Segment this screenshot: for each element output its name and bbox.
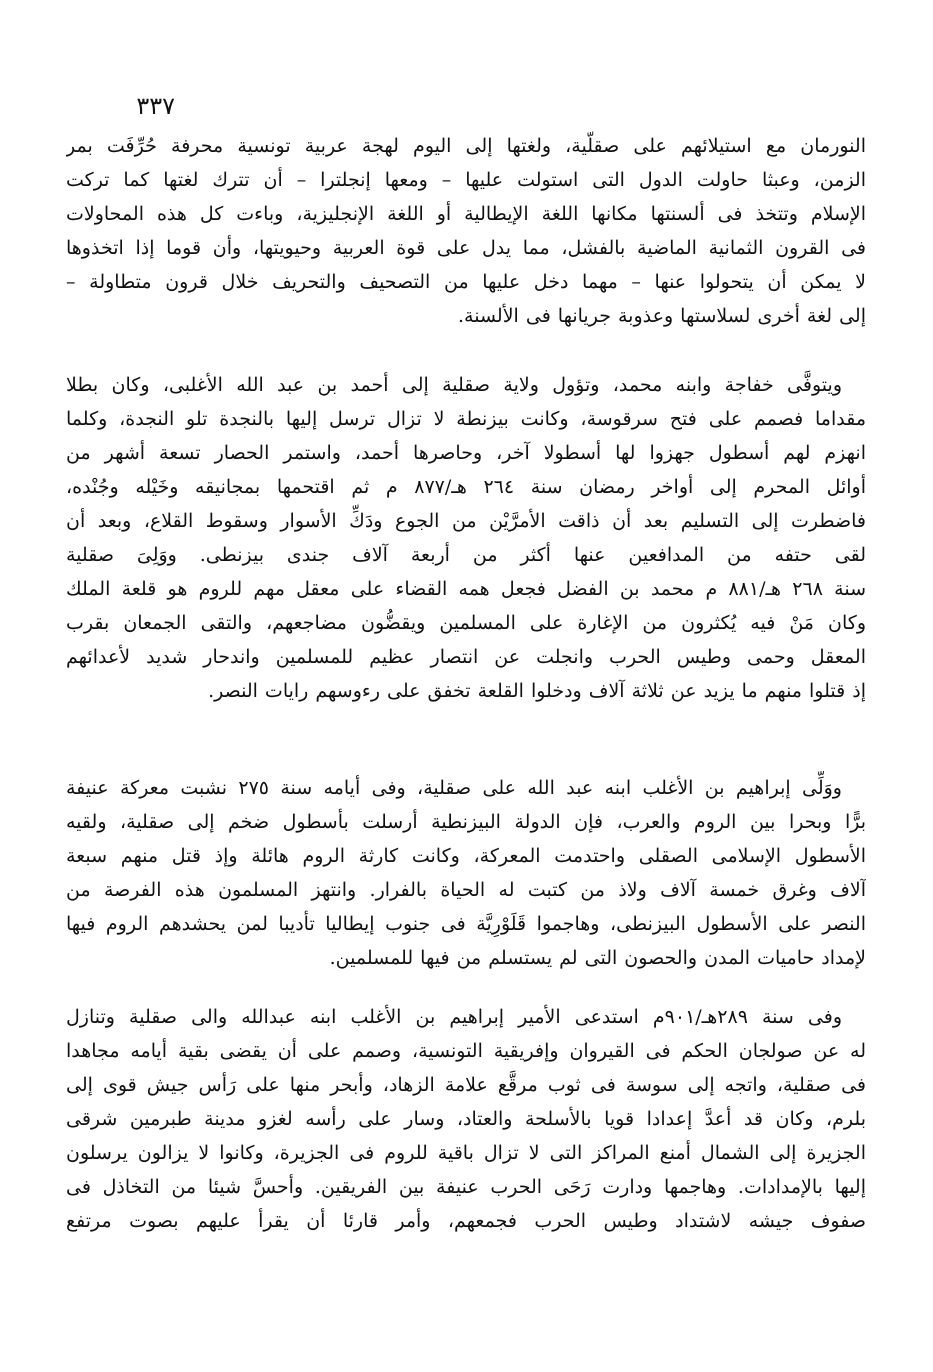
text-line: له عن صولجان الحكم فى القيروان وإفريقية التونسية، وصمم على أن يقضى بقية أيامه مجاهدا xyxy=(66,1040,866,1062)
text-line: الجزيرة إلى الشمال أمنع المراكز التى لا تزال باقية للروم فى الجزيرة، وكانوا لا يزالون يرسلون xyxy=(66,1142,866,1164)
text-line: لقى حتفه من المدافعين عنها أكثر من أربعة آلاف جندى بيزنطى. ووَلِىَ صقلية xyxy=(66,544,866,566)
text-line: الأسطول الإسلامى الصقلى واحتدمت المعركة، وكانت كارثة الروم هائلة وإذ قتل منهم سبعة xyxy=(66,845,866,867)
text-line: لإمداد حاميات المدن والحصون التى لم يستسلم من فيها للمسلمين. xyxy=(329,947,866,969)
text-line: فى القرون الثمانية الماضية بالفشل، مما يدل على قوة العربية وحيويتها، وأن قوما إذا اتخذوها xyxy=(66,237,866,259)
text-line: فى صقلية، واتجه إلى سوسة فى ثوب مرقَّع علامة الزهاد، وأبحر منها على رَأس جيش قوى إلى xyxy=(66,1074,866,1096)
text-line: إليها بالإمدادات. وهاجمها ودارت رَحَى الحرب عنيفة بين الفريقين. وأحسَّ شيئا من التخاذل فى xyxy=(66,1176,866,1198)
text-line: آلاف وغرق خمسة آلاف ولاذ من كتبت له الحياة بالفرار. وانتهز المسلمون هذه الفرصة من xyxy=(66,879,866,901)
text-line: النورمان مع استيلائهم على صقلّية، ولغتها إلى اليوم لهجة عربية تونسية محرفة حُرِّفَت بمر xyxy=(66,135,866,157)
text-line: فاضطرت إلى التسليم بعد أن ذاقت الأمرَّيْن من الجوع ودَكِّ الأسوار وسقوط القلاع، وبعد أن xyxy=(66,510,866,532)
text-line: النصر على الأسطول البيزنطى، وهاجموا قَلَوْرِيَّة فى جنوب إيطاليا تأديبا لمن يحشدهم الروم فيها xyxy=(66,913,866,935)
text-line: صفوف جيشه لاشتداد وطيس الحرب فجمعهم، وأمر قارئا أن يقرأ عليهم بصوت مرتفع xyxy=(66,1210,866,1232)
text-line: مقداما فصمم على فتح سرقوسة، وكانت بيزنطة لا تزال ترسل إليها بالنجدة تلو النجدة، وكلما xyxy=(66,408,866,430)
text-line: أوائل المحرم إلى أواخر رمضان سنة ٢٦٤ هـ/٨٧٧ م ثم اقتحمها بمجانيقه وخَيْله وجُنْده، xyxy=(66,476,866,498)
text-line: بلرم، وكان قد أعدَّ إعدادا قويا بالأسلحة والعتاد، وسار على رأسه لغزو مدينة طبرمين شرقى xyxy=(66,1108,866,1130)
text-line: وكان مَنْ فيه يُكثرون من الإغارة على المسلمين ويقضُّون مضاجعهم، والتقى الجمعان بقرب xyxy=(66,612,866,634)
text-line: ووَلِّى إبراهيم بن الأغلب ابنه عبد الله على صقلية، وفى أيامه سنة ٢٧٥ نشبت معركة عنيفة xyxy=(66,777,842,799)
text-line: إذ قتلوا منهم ما يزيد عن ثلاثة آلاف ودخلوا القلعة تخفق على رءوسهم رايات النصر. xyxy=(208,680,866,702)
text-line: المعقل وحمى وطيس الحرب وانجلت عن انتصار عظيم للمسلمين واندحار شديد لأعدائهم xyxy=(66,646,866,668)
text-line: انهزم لهم أسطول جهزوا لها أسطولا آخر، وحاصرها أحمد، واستمر الحصار تسعة أشهر من xyxy=(66,442,866,464)
paragraph xyxy=(66,129,866,333)
text-line: ويتوفَّى خفاجة وابنه محمد، وتؤول ولاية صقلية إلى أحمد بن عبد الله الأغلبى، وكان بطلا xyxy=(66,374,842,396)
text-line: سنة ٢٦٨ هـ/٨٨١ م محمد بن الفضل فجعل همه القضاء على معقل مهم للروم هو قلعة الملك xyxy=(66,578,866,600)
page-number: ٣٣٧ xyxy=(136,92,175,120)
text-line: الإسلام وتتخذ فى ألسنتها مكانها اللغة الإيطالية أو اللغة الإنجليزية، وباءت كل هذه المحاولات xyxy=(66,203,866,225)
text-line: لا يمكن أن يتحولوا عنها – مهما دخل عليها من التصحيف والتحريف خلال قرون متطاولة – xyxy=(66,271,866,293)
paragraph xyxy=(66,771,866,975)
text-line: الزمن، وعبثا حاولت الدول التى استولت عليها – ومعها إنجلترا – أن تترك لغتها كما تركت xyxy=(66,169,866,191)
text-line: برًّا وبحرا بين الروم والعرب، فإن الدولة البيزنطية أرسلت بأسطول ضخم إلى صقلية، ولقيه xyxy=(66,811,866,833)
text-line: إلى لغة أخرى لسلاستها وعذوبة جريانها فى الألسنة. xyxy=(458,305,866,327)
text-line: وفى سنة ٢٨٩هـ/٩٠١م استدعى الأمير إبراهيم بن الأغلب ابنه عبدالله والى صقلية وتنازل xyxy=(66,1006,842,1028)
paragraph xyxy=(66,1000,866,1238)
paragraph xyxy=(66,368,866,708)
